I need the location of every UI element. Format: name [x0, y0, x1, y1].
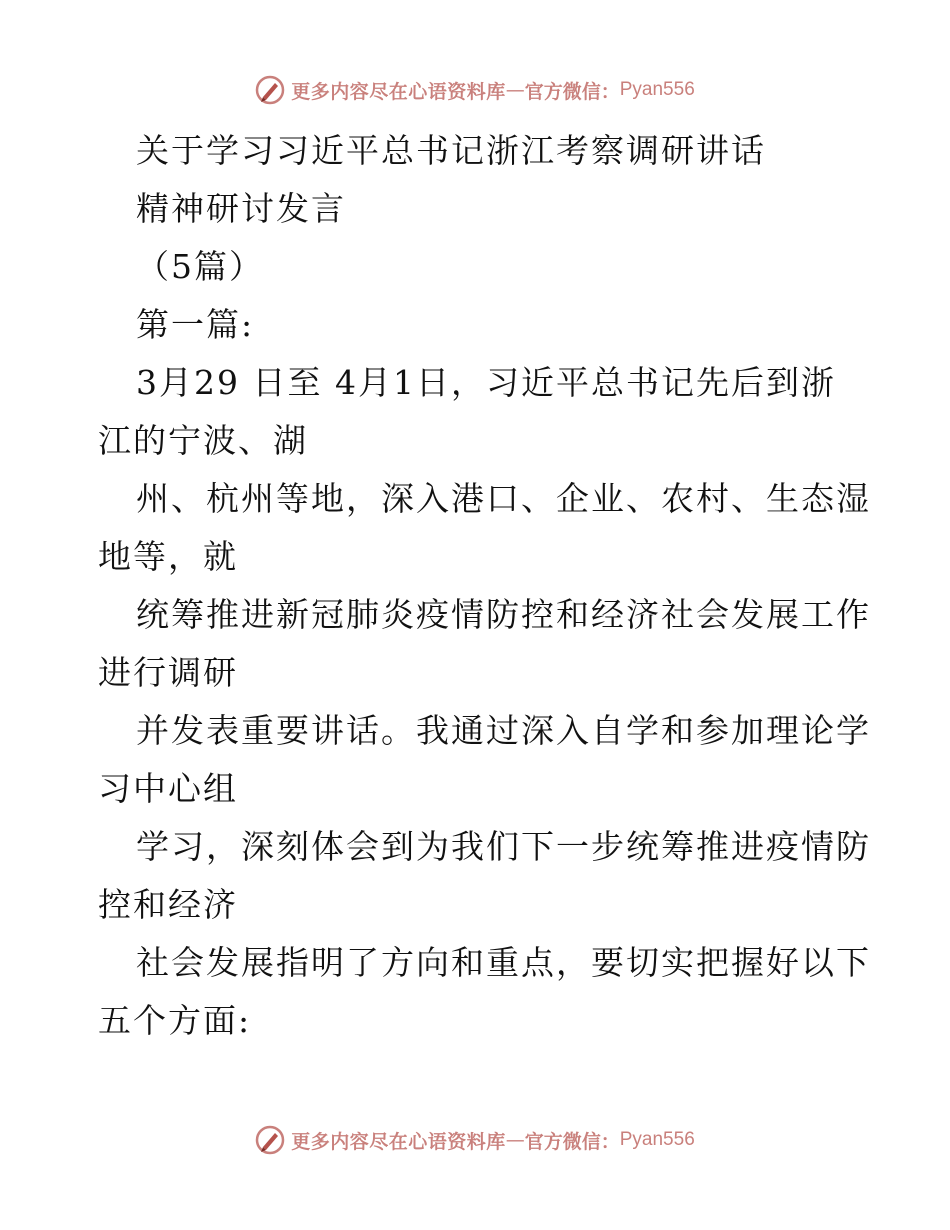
- header-watermark: [0, 70, 950, 110]
- watermark-dash: —: [505, 79, 525, 101]
- text-line: 第一篇:: [136, 305, 255, 344]
- watermark-wechat-id: Pyan556: [619, 79, 695, 100]
- watermark-wechat-label: 官方微信：: [524, 1130, 620, 1153]
- text-line: 州、杭州等地，深入港口、企业、农村、生态湿: [136, 479, 871, 518]
- text-line: （5篇）: [136, 247, 264, 286]
- text-line: 江的宁波、湖: [98, 421, 308, 460]
- text-line: 并发表重要讲话。我通过深入自学和参加理论学: [136, 711, 871, 750]
- footer-watermark: [0, 1120, 950, 1160]
- text-line: 习中心组: [98, 769, 238, 808]
- text-line: 精神研讨发言: [136, 189, 346, 228]
- watermark-wechat-label: 官方微信：: [524, 80, 620, 103]
- text-line: 关于学习习近平总书记浙江考察调研讲话: [136, 131, 766, 170]
- text-line: 社会发展指明了方向和重点，要切实把握好以下: [136, 943, 871, 982]
- text-line: 控和经济: [98, 885, 238, 924]
- pen-logo-icon: [255, 1125, 285, 1155]
- text-line: 统筹推进新冠肺炎疫情防控和经济社会发展工作: [136, 595, 871, 634]
- pen-logo-icon: [255, 75, 285, 105]
- text-line: 地等，就: [98, 537, 238, 576]
- document-body: [98, 122, 871, 1050]
- text-line: 3月29 日至 4月1日，习近平总书记先后到浙: [136, 363, 836, 402]
- text-line: 五个方面:: [98, 1001, 252, 1040]
- watermark-site: 更多内容尽在心语资料库: [291, 80, 506, 103]
- watermark-dash: —: [505, 1129, 525, 1151]
- watermark-wechat-id: Pyan556: [619, 1129, 695, 1150]
- watermark-site: 更多内容尽在心语资料库: [291, 1130, 506, 1153]
- text-line: 进行调研: [98, 653, 238, 692]
- text-line: 学习，深刻体会到为我们下一步统筹推进疫情防: [136, 827, 871, 866]
